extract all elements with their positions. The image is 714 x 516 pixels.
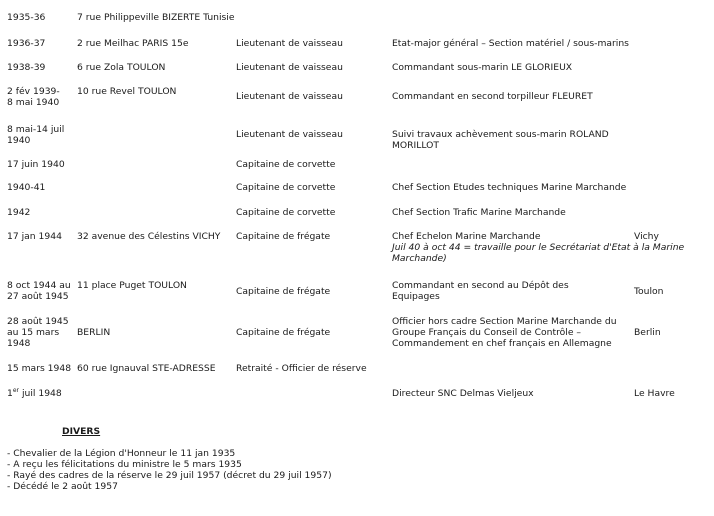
rank-cell: Capitaine de frégate bbox=[236, 327, 331, 338]
role-cell: Chef Echelon Marine Marchande bbox=[392, 231, 541, 242]
date-day: 1 bbox=[7, 388, 13, 399]
address-cell: 6 rue Zola TOULON bbox=[77, 62, 166, 73]
date-cell: 8 mai-14 juil 1940 bbox=[7, 124, 65, 146]
role-cell: Chef Section Trafic Marine Marchande bbox=[392, 207, 566, 218]
date-cell: 1942 bbox=[7, 207, 31, 218]
role-note: Juil 40 à oct 44 = travaille pour le Secrétariat d'Etat à la Marine Marchande) bbox=[392, 242, 685, 264]
rank-cell: Lieutenant de vaisseau bbox=[236, 91, 343, 102]
date-cell: 8 oct 1944 au 27 août 1945 bbox=[7, 280, 71, 302]
address-cell: 7 rue Philippeville BIZERTE Tunisie bbox=[77, 12, 235, 23]
date-cell: 28 août 1945 au 15 mars 1948 bbox=[7, 316, 69, 349]
role-cell: Commandant sous-marin LE GLORIEUX bbox=[392, 62, 573, 73]
date-cell: 17 jan 1944 bbox=[7, 231, 62, 242]
role-cell: Directeur SNC Delmas Vieljeux bbox=[392, 388, 534, 399]
role-cell: Suivi travaux achèvement sous-marin ROLAND MORILLOT bbox=[392, 129, 609, 151]
rank-cell: Capitaine de corvette bbox=[236, 207, 336, 218]
rank-cell: Lieutenant de vaisseau bbox=[236, 129, 343, 140]
rank-cell: Lieutenant de vaisseau bbox=[236, 38, 343, 49]
place-cell: Berlin bbox=[634, 327, 661, 338]
rank-cell: Capitaine de corvette bbox=[236, 159, 336, 170]
place-cell: Le Havre bbox=[634, 388, 675, 399]
date-cell: 1935-36 bbox=[7, 12, 46, 23]
date-cell bbox=[7, 388, 75, 399]
date-ordinal: er bbox=[12, 386, 20, 394]
place-cell: Toulon bbox=[634, 286, 664, 297]
divers-list bbox=[7, 448, 332, 492]
role-cell: Chef Section Etudes techniques Marine Marchande bbox=[392, 182, 627, 193]
address-cell: 10 rue Revel TOULON bbox=[77, 86, 177, 97]
date-cell: 15 mars 1948 bbox=[7, 363, 72, 374]
address-cell: BERLIN bbox=[77, 327, 111, 338]
list-item: - A reçu les félicitations du ministre le 5 mars 1935 bbox=[7, 459, 242, 470]
address-cell: 11 place Puget TOULON bbox=[77, 280, 187, 291]
divers-heading: DIVERS bbox=[62, 426, 101, 437]
role-cell: Etat-major général – Section matériel / sous-marins bbox=[392, 38, 629, 49]
rank-cell: Capitaine de corvette bbox=[236, 182, 336, 193]
date-cell: 17 juin 1940 bbox=[7, 159, 65, 170]
date-cell: 2 fév 1939- 8 mai 1940 bbox=[7, 86, 60, 108]
date-cell: 1938-39 bbox=[7, 62, 46, 73]
list-item: - Décédé le 2 août 1957 bbox=[7, 481, 118, 492]
address-cell: 2 rue Meilhac PARIS 15e bbox=[77, 38, 189, 49]
place-cell: Vichy bbox=[634, 231, 659, 242]
date-cell: 1936-37 bbox=[7, 38, 46, 49]
date-cell: 1940-41 bbox=[7, 182, 46, 193]
address-cell: 60 rue Ignauval STE-ADRESSE bbox=[77, 363, 216, 374]
address-cell: 32 avenue des Célestins VICHY bbox=[77, 231, 221, 242]
rank-cell: Lieutenant de vaisseau bbox=[236, 62, 343, 73]
date-rest: juil 1948 bbox=[19, 388, 62, 399]
role-cell: Commandant en second torpilleur FLEURET bbox=[392, 91, 593, 102]
list-item: - Rayé des cadres de la réserve le 29 juil 1957 (décret du 29 juil 1957) bbox=[7, 470, 332, 481]
role-cell: Officier hors cadre Section Marine Marchande du Groupe Français du Conseil de Contrôle – Commandement en chef français en Allemagne bbox=[392, 316, 617, 349]
rank-cell: Capitaine de frégate bbox=[236, 231, 331, 242]
list-item: - Chevalier de la Légion d'Honneur le 11 jan 1935 bbox=[7, 448, 236, 459]
role-cell: Commandant en second au Dépôt des Equipages bbox=[392, 280, 569, 302]
rank-cell: Retraité - Officier de réserve bbox=[236, 363, 367, 374]
rank-cell: Capitaine de frégate bbox=[236, 286, 331, 297]
